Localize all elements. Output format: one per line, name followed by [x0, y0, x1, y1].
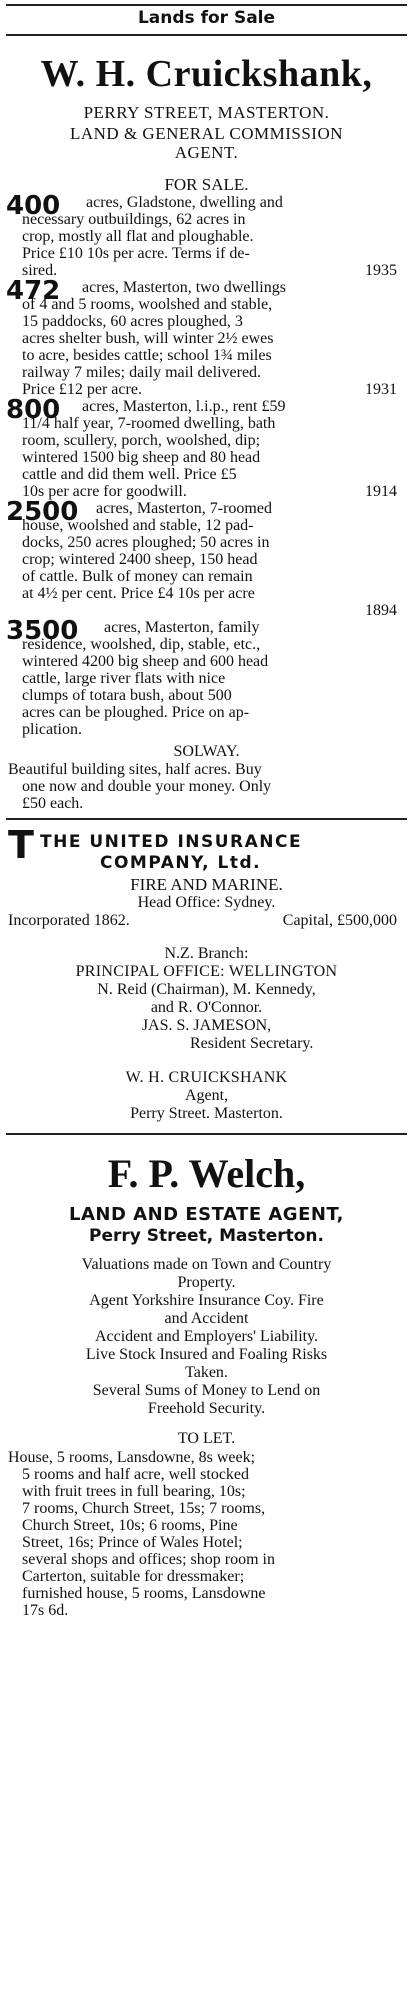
listing-line: crop, mostly all flat and ploughable. [22, 228, 254, 245]
listing-ref: 1914 [365, 483, 397, 500]
listing-number: 800 [6, 395, 61, 425]
solway-heading: SOLWAY. [173, 743, 240, 760]
listing-line: railway 7 miles; daily mail delivered. [22, 364, 262, 381]
nz-branch: N.Z. Branch: [164, 945, 249, 962]
listing-line: 10s per acre for goodwill. [22, 483, 187, 500]
listing-line: Price £10 10s per acre. Terms if de- [22, 245, 250, 262]
to-let-line: 5 rooms and half acre, well stocked [22, 1466, 250, 1483]
agent-title: Agent, [184, 1087, 229, 1104]
listing-line: room, scullery, porch, woolshed, dip; [22, 432, 261, 449]
listing-line: 15 paddocks, 60 acres ploughed, 3 [22, 313, 243, 330]
listing-line: acres, Masterton, 7-roomed [96, 500, 272, 517]
for-sale-heading: FOR SALE. [164, 175, 249, 194]
listing-line: Price £12 per acre. [22, 381, 142, 398]
welch-service: Valuations made on Town and Country [81, 1256, 332, 1273]
secretary-title: Resident Secretary. [190, 1035, 314, 1052]
listing-line: necessary outbuildings, 62 acres in [22, 211, 246, 228]
welch-service: Property. [177, 1274, 236, 1291]
listing-line: acres can be ploughed. Price on ap- [22, 704, 250, 721]
to-let-line: Street, 16s; Prince of Wales Hotel; [22, 1534, 243, 1551]
directors-line1: N. Reid (Chairman), M. Kennedy, [97, 981, 316, 998]
to-let-line: House, 5 rooms, Lansdowne, 8s week; [8, 1449, 256, 1466]
listing-line: wintered 1500 big sheep and 80 head [22, 449, 261, 466]
listing-line: house, woolshed and stable, 12 pad- [22, 517, 254, 534]
listing-number: 400 [6, 191, 61, 221]
listing-ref: 1931 [365, 381, 397, 398]
listing-line: acres, Masterton, two dwellings [82, 279, 286, 296]
listing-ref: 1935 [365, 262, 397, 279]
listing-line: wintered 4200 big sheep and 600 head [22, 653, 269, 670]
to-let-line: Church Street, 10s; 6 rooms, Pine [22, 1517, 238, 1534]
welch-name: F. P. Welch, [107, 1151, 306, 1196]
listing-line: docks, 250 acres ploughed; 50 acres in [22, 534, 270, 551]
divider-rule [6, 818, 407, 820]
listing-line: acres, Masterton, family [104, 619, 260, 636]
to-let-line: 7 rooms, Church Street, 15s; 7 rooms, [22, 1500, 266, 1517]
listing-line: crop; wintered 2400 sheep, 150 head [22, 551, 258, 568]
listing-line: of 4 and 5 rooms, woolshed and stable, [22, 296, 273, 313]
welch-service: Accident and Employers' Liability. [94, 1328, 319, 1345]
listing-number: 3500 [6, 616, 79, 646]
capital: Capital, £500,000 [282, 912, 397, 929]
to-let-line: several shops and offices; shop room in [22, 1551, 275, 1568]
header-rule [6, 34, 407, 36]
agent-name: W. H. CRUICKSHANK [125, 1069, 288, 1086]
solway-line: one now and double your money. Only [22, 778, 272, 795]
solway-line: Beautiful building sites, half acres. Buy [8, 761, 262, 778]
listing-line: at 4½ per cent. Price £4 10s per acre [22, 585, 255, 602]
listing-ref: 1894 [365, 602, 397, 619]
cruickshank-address: PERRY STREET, MASTERTON. [83, 103, 330, 122]
listing-line: clumps of totara bush, about 500 [22, 687, 232, 704]
listing-line: to acre, besides cattle; school 1¾ miles [22, 347, 272, 364]
listing-line: cattle and did them well. Price £5 [22, 466, 237, 483]
insurance-drop-cap: T [8, 823, 34, 867]
listing-line: acres, Gladstone, dwelling and [86, 194, 283, 211]
listing-line: residence, woolshed, dip, stable, etc., [22, 636, 261, 653]
listing-line: 11/4 half year, 7-roomed dwelling, bath [22, 415, 276, 432]
to-let-line: furnished house, 5 rooms, Lansdowne [22, 1585, 266, 1602]
to-let-line: with fruit trees in full bearing, 10s; [22, 1483, 246, 1500]
listing-line: sired. [22, 262, 58, 279]
listing-line: acres shelter bush, will winter 2½ ewes [22, 330, 274, 347]
welch-service: Taken. [185, 1364, 228, 1381]
cruickshank-role-line1: LAND & GENERAL COMMISSION [69, 124, 343, 143]
fire-marine: FIRE AND MARINE. [130, 875, 283, 894]
incorporated: Incorporated 1862. [8, 912, 130, 929]
welch-title: LAND AND ESTATE AGENT, [68, 1204, 344, 1225]
secretary-name: JAS. S. JAMESON, [141, 1017, 272, 1034]
listing-line: plication. [22, 721, 82, 738]
solway-line: £50 each. [22, 795, 84, 812]
listing-line: acres, Masterton, l.i.p., rent £59 [82, 398, 286, 415]
insurance-name-line1: THE UNITED INSURANCE [40, 832, 303, 852]
principal-office: PRINCIPAL OFFICE: WELLINGTON [75, 963, 338, 980]
listing-number: 472 [6, 276, 61, 306]
cruickshank-role-line2: AGENT. [174, 143, 239, 162]
listing-line: of cattle. Bulk of money can remain [22, 568, 253, 585]
welch-service: and Accident [164, 1310, 249, 1327]
to-let-heading: TO LET. [177, 1430, 236, 1447]
welch-service: Several Sums of Money to Lend on [92, 1382, 321, 1399]
cruickshank-name: W. H. Cruickshank, [40, 53, 373, 95]
insurance-name-line2: COMPANY, Ltd. [100, 853, 262, 873]
top-rule [6, 4, 407, 6]
directors-line2: and R. O'Connor. [150, 999, 263, 1016]
listing-number: 2500 [6, 497, 79, 527]
section-title: Lands for Sale [137, 8, 276, 28]
agent-address: Perry Street. Masterton. [130, 1105, 283, 1122]
welch-address: Perry Street, Masterton. [89, 1226, 324, 1246]
welch-service: Agent Yorkshire Insurance Coy. Fire [89, 1292, 324, 1309]
welch-service: Freehold Security. [147, 1400, 266, 1417]
divider-rule [6, 1133, 407, 1135]
listing-line: cattle, large river flats with nice [22, 670, 226, 687]
head-office: Head Office: Sydney. [137, 894, 276, 911]
to-let-line: 17s 6d. [22, 1602, 69, 1619]
welch-service: Live Stock Insured and Foaling Risks [85, 1346, 328, 1363]
to-let-line: Carterton, suitable for dressmaker; [22, 1568, 245, 1585]
